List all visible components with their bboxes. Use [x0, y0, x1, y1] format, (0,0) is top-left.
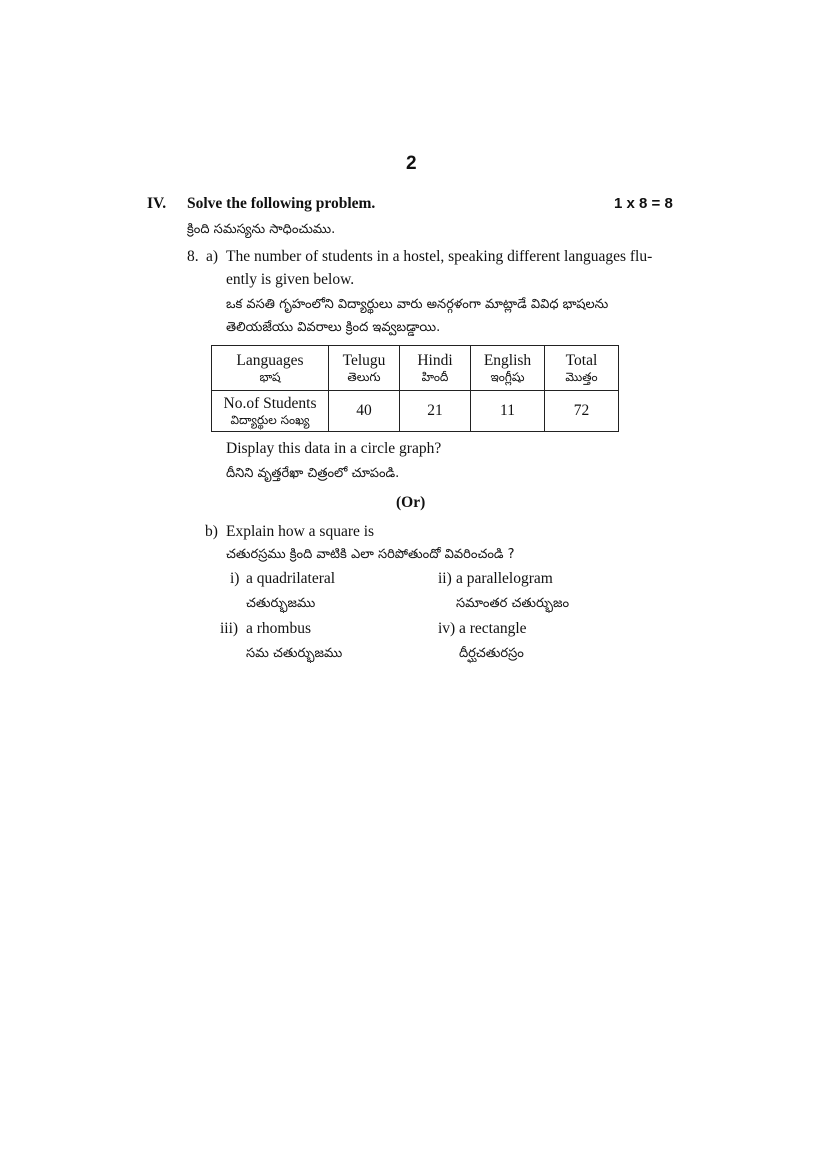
part-b-text-telugu: చతురస్రము క్రింది వాటికి ఎలా సరిపోతుందో వివరించండి ? — [226, 547, 515, 562]
header-cell — [329, 346, 400, 391]
languages-table — [211, 345, 619, 432]
header-en: English — [483, 351, 532, 369]
header-en: Hindi — [417, 351, 453, 369]
header-cell — [400, 346, 471, 391]
row-label-te: విద్యార్థుల సంఖ్య — [230, 413, 310, 428]
item-number: ii) — [438, 570, 452, 587]
question-number: 8. — [187, 248, 199, 265]
table-row — [212, 391, 619, 432]
value-cell: 11 — [471, 391, 545, 432]
part-a-line1: The number of students in a hostel, speaking different languages flu- — [226, 248, 653, 265]
item-te: దీర్ఘచతురస్రం — [459, 646, 524, 661]
item-en: a rhombus — [246, 620, 312, 637]
section-title: Solve the following problem. — [187, 195, 376, 212]
part-a-telugu-line2: తెలియజేయు వివరాలు క్రింద ఇవ్వబడ్డాయి. — [226, 320, 441, 335]
part-a-instruction: Display this data in a circle graph? — [226, 440, 442, 457]
header-en: Telugu — [342, 351, 386, 369]
value-cell: 21 — [400, 391, 471, 432]
header-te: హిందీ — [421, 370, 449, 385]
item-en: a rectangle — [459, 620, 527, 637]
page-number: 2 — [406, 153, 417, 174]
header-en: Languages — [236, 351, 304, 369]
header-te: ఇంగ్లీషు — [490, 370, 525, 385]
item-number: iii) — [220, 620, 239, 637]
header-te: తెలుగు — [347, 370, 381, 385]
row-label-en: No.of Students — [223, 394, 317, 412]
header-cell — [545, 346, 619, 391]
item-te: సమాంతర చతుర్భుజం — [456, 596, 570, 611]
section-numeral: IV. — [147, 195, 167, 212]
part-a-label: a) — [206, 248, 219, 265]
section-title-telugu: క్రింది సమస్యను సాధించుము. — [187, 222, 336, 237]
or-separator: (Or) — [396, 494, 426, 511]
value-cell: 40 — [329, 391, 400, 432]
header-te: మొత్తం — [565, 370, 598, 385]
header-cell — [471, 346, 545, 391]
header-cell — [212, 346, 329, 391]
item-number: i) — [230, 570, 240, 587]
item-te: చతుర్భుజము — [246, 596, 316, 611]
value-cell: 72 — [545, 391, 619, 432]
part-b-label: b) — [205, 523, 218, 540]
row-label-cell — [212, 391, 329, 432]
part-a-instruction-telugu: దీనిని వృత్తరేఖా చిత్రంలో చూపండి. — [226, 466, 400, 481]
section-marks: 1 x 8 = 8 — [614, 195, 673, 212]
item-number: iv) — [438, 620, 456, 637]
part-a-telugu-line1: ఒక వసతి గృహంలోని విద్యార్థులు వారు అనర్గళంగా మాట్లాడే వివిధ భాషలను — [226, 297, 609, 312]
item-en: a quadrilateral — [246, 570, 336, 587]
header-te: భాష — [259, 370, 281, 385]
part-a-line2: ently is given below. — [226, 271, 355, 288]
table-header-row — [212, 346, 619, 391]
part-b-text: Explain how a square is — [226, 523, 375, 540]
item-te: సమ చతుర్భుజము — [246, 646, 343, 661]
item-en: a parallelogram — [456, 570, 553, 587]
header-en: Total — [565, 351, 598, 369]
